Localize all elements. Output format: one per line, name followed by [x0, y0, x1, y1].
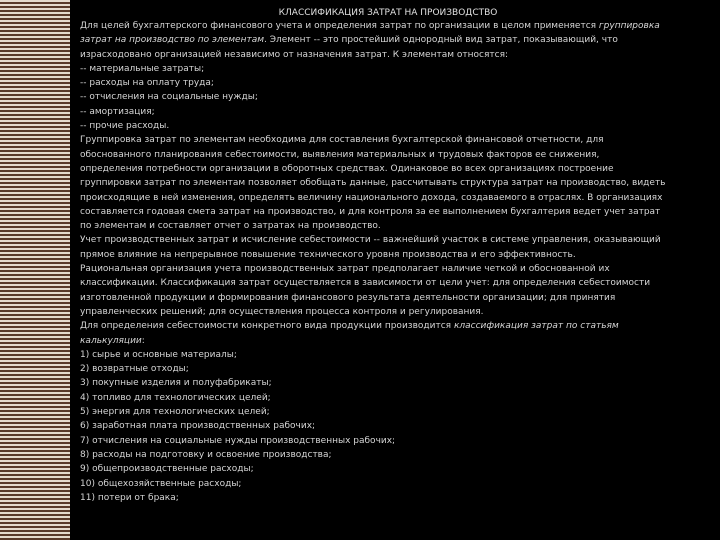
- list-item: 2) возвратные отходы;: [80, 364, 189, 375]
- italic-term: классификация затрат по статьям: [453, 321, 619, 332]
- list-item: -- прочие расходы.: [80, 121, 170, 132]
- text-line: [80, 33, 712, 47]
- list-item: 5) энергия для технологических целей;: [80, 407, 270, 418]
- text-line: обоснованного планирования себестоимости, выявления материальных и трудовых факторов ее снижения,: [80, 149, 600, 160]
- list-item: 3) покупные изделия и полуфабрикаты;: [80, 378, 272, 389]
- text-run: Для целей бухгалтерского финансового учета и определения затрат по организации в целом применяется: [80, 21, 599, 31]
- text-line: группировки затрат по элементам позволяет обобщать данные, рассчитывать структура затрат на производство, видеть: [80, 178, 666, 189]
- list-item: 1) сырье и основные материалы;: [80, 349, 237, 360]
- page-title: КЛАССИФИКАЦИЯ ЗАТРАТ НА ПРОИЗВОДСТВО: [278, 8, 498, 18]
- text-line: управленческих решений; для осуществления процесса контроля и регулирования.: [80, 306, 484, 317]
- text-line: составляется годовая смета затрат на производство, и для контроля за ее выполнением бухгалтерия ведет учет затрат: [80, 206, 661, 217]
- list-item: 11) потери от брака;: [80, 492, 179, 503]
- text-line: Группировка затрат по элементам необходима для составления бухгалтерской финансовой отчетности, для: [80, 135, 604, 146]
- text-line: прямое влияние на непрерывное повышение технического уровня производства и его эффективность.: [80, 249, 576, 260]
- decorative-stripe-bar: [0, 0, 70, 540]
- text-line: [80, 19, 712, 33]
- text-line: изготовленной продукции и формирования финансового результата деятельности организации; для принятия: [80, 292, 616, 303]
- list-item: 9) общепроизводственные расходы;: [80, 464, 254, 475]
- text-line: [80, 334, 712, 348]
- text-line: определения потребности организации в оборотных средствах. Одинаковое во всех организациях построение: [80, 163, 614, 174]
- text-line: израсходовано организацией независимо от назначения затрат. К элементам относятся:: [80, 49, 509, 60]
- text-run: :: [141, 335, 145, 346]
- italic-term: группировка: [598, 21, 660, 31]
- list-item: 4) топливо для технологических целей;: [80, 392, 271, 403]
- list-item: 8) расходы на подготовку и освоение производства;: [80, 449, 332, 460]
- text-line: происходящие в ней изменения, определять величину национального дохода, создаваемого в отраслях. В организациях: [80, 192, 663, 203]
- text-line: классификации. Классификация затрат осуществляется в зависимости от цели учет: для определения себестоимости: [80, 278, 651, 289]
- text-run: Для определения себестоимости конкретного вида продукции производится: [80, 321, 454, 332]
- text-line: [80, 319, 712, 333]
- document-page: [78, 0, 716, 540]
- list-item: -- расходы на оплату труда;: [80, 78, 214, 89]
- italic-term: затрат на производство по элементам: [80, 35, 265, 46]
- text-line: Рациональная организация учета производственных затрат предполагает наличие четкой и обоснованной их: [80, 264, 610, 275]
- list-item: -- отчисления на социальные нужды;: [80, 92, 258, 103]
- text-line: Учет производственных затрат и исчисление себестоимости -- важнейший участок в системе управления, оказывающий: [80, 235, 661, 246]
- list-item: 10) общехозяйственные расходы;: [80, 478, 242, 489]
- list-item: 7) отчисления на социальные нужды производственных рабочих;: [80, 435, 396, 446]
- document-body: [80, 19, 712, 505]
- list-item: -- материальные затраты;: [80, 63, 205, 74]
- italic-term: калькуляции: [80, 335, 142, 346]
- text-run: . Элемент -- это простейший однородный вид затрат, показывающий, что: [264, 35, 618, 46]
- list-item: -- амортизация;: [80, 106, 155, 117]
- list-item: 6) заработная плата производственных рабочих;: [80, 421, 316, 432]
- text-line: по элементам и составляет отчет о затратах на производство.: [80, 221, 381, 232]
